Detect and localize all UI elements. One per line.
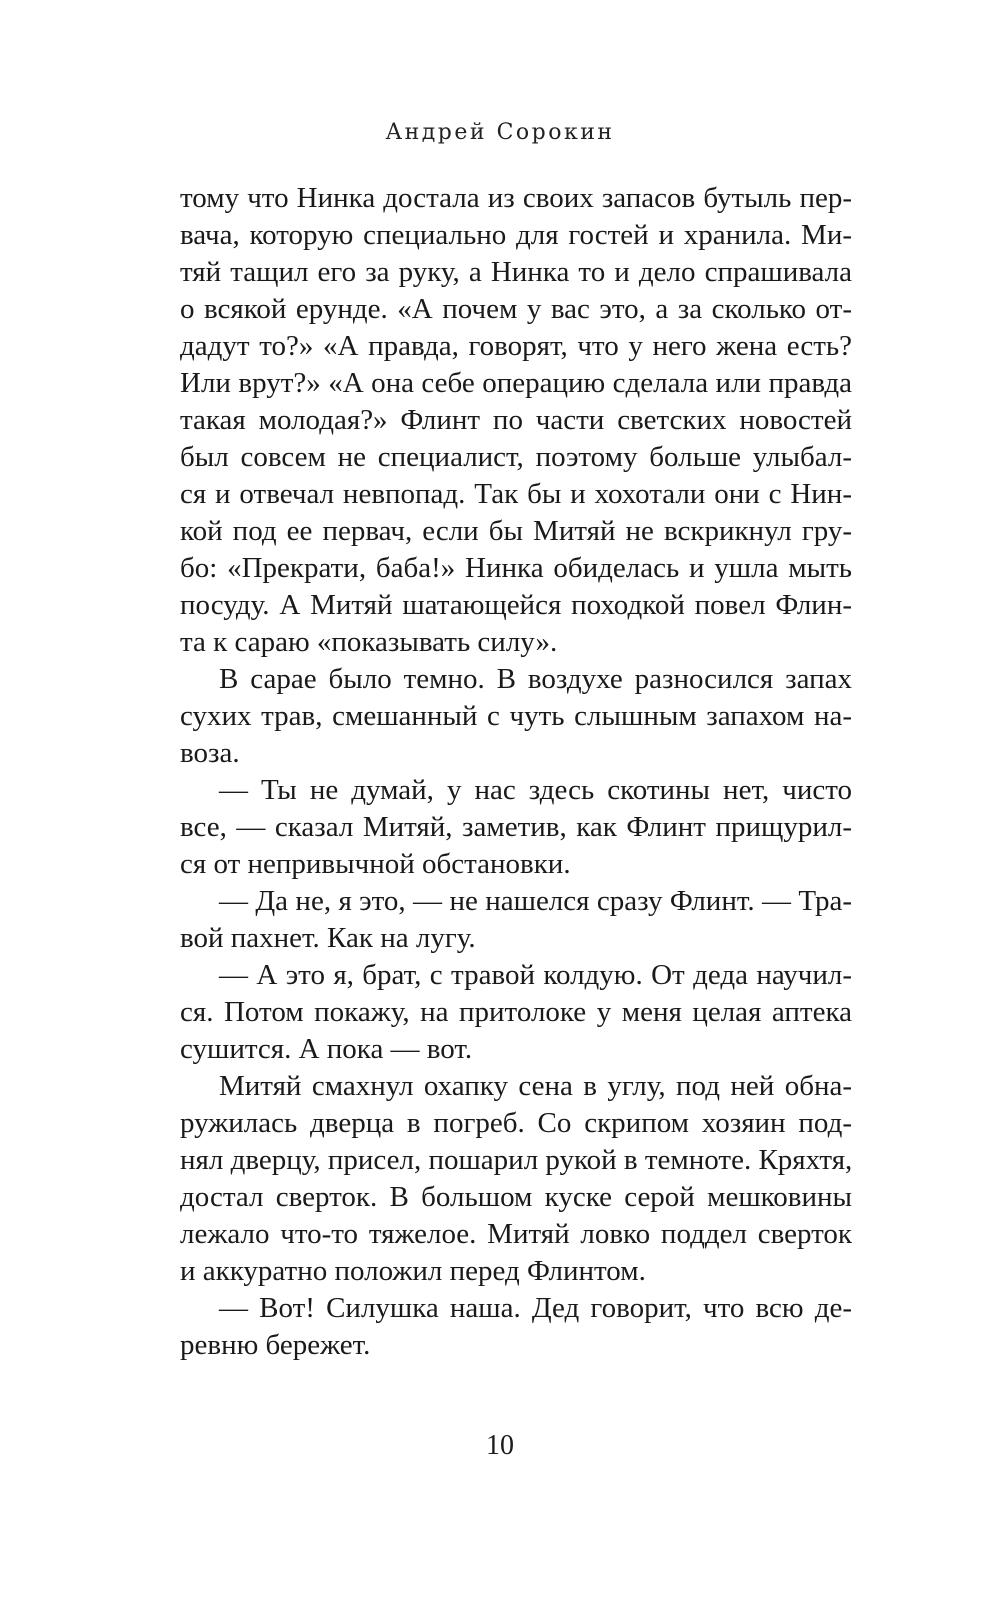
text-line: все, — сказал Митяй, заметив, как Флинт прищурил-: [180, 811, 852, 843]
text-line: дадут то?» «А правда, говорят, что у него жена есть?: [180, 330, 852, 362]
text-line: ревню бережет.: [180, 1329, 371, 1361]
text-line: посуду. А Митяй шатающейся походкой повел Флин-: [180, 589, 852, 621]
text-line: нял дверцу, присел, пошарил рукой в темноте. Кряхтя,: [180, 1144, 853, 1176]
text-line: вача, которую специально для гостей и хранила. Ми-: [180, 219, 852, 251]
text-line: — Ты не думай, у нас здесь скотины нет, чисто: [219, 774, 852, 806]
text-line: воза.: [180, 737, 240, 769]
text-line: кой под ее первач, если бы Митяй не вскрикнул гру-: [180, 515, 852, 547]
text-line: ружилась дверца в погреб. Со скрипом хозяин под-: [180, 1107, 852, 1139]
text-line: — А это я, брат, с травой колдую. От деда научил-: [219, 959, 852, 991]
text-line: лежало что-то тяжелое. Митяй ловко поддел сверток: [180, 1218, 852, 1250]
text-line: достал сверток. В большом куске серой мешковины: [180, 1181, 852, 1213]
text-line: тяй тащил его за руку, а Нинка то и дело спрашивала: [180, 256, 852, 288]
text-line: — Вот! Силушка наша. Дед говорит, что всю де-: [219, 1292, 852, 1324]
text-line: такая молодая?» Флинт по части светских новостей: [180, 404, 852, 436]
text-line: тому что Нинка достала из своих запасов бутыль пер-: [180, 182, 852, 214]
text-line: Или врут?» «А она себе операцию сделала или правда: [180, 367, 852, 399]
page-body-text: [180, 180, 852, 1364]
text-line: — Да не, я это, — не нашелся сразу Флинт. — Тра-: [219, 885, 852, 917]
text-line: ся от непривычной обстановки.: [180, 848, 571, 880]
text-line: вой пахнет. Как на лугу.: [180, 922, 476, 954]
text-line: и аккуратно положил перед Флинтом.: [180, 1255, 646, 1287]
running-header-author: Андрей Сорокин: [385, 120, 615, 145]
text-line: о всякой ерунде. «А почем у вас это, а за сколько от-: [180, 293, 852, 325]
text-line: сушится. А пока — вот.: [180, 1033, 473, 1065]
text-line: ся и отвечал невпопад. Так бы и хохотали они с Нин-: [180, 478, 852, 510]
page-number: 10: [486, 1430, 514, 1461]
text-line: В сарае было темно. В воздухе разносился запах: [219, 663, 852, 695]
text-line: сухих трав, смешанный с чуть слышным запахом на-: [180, 700, 852, 732]
text-line: ся. Потом покажу, на притолоке у меня целая аптека: [180, 996, 852, 1028]
text-line: бо: «Прекрати, баба!» Нинка обиделась и ушла мыть: [180, 552, 852, 584]
text-line: та к сараю «показывать силу».: [180, 626, 558, 658]
text-line: был совсем не специалист, поэтому больше улыбал-: [180, 441, 852, 473]
text-line: Митяй смахнул охапку сена в углу, под ней обна-: [219, 1070, 852, 1102]
